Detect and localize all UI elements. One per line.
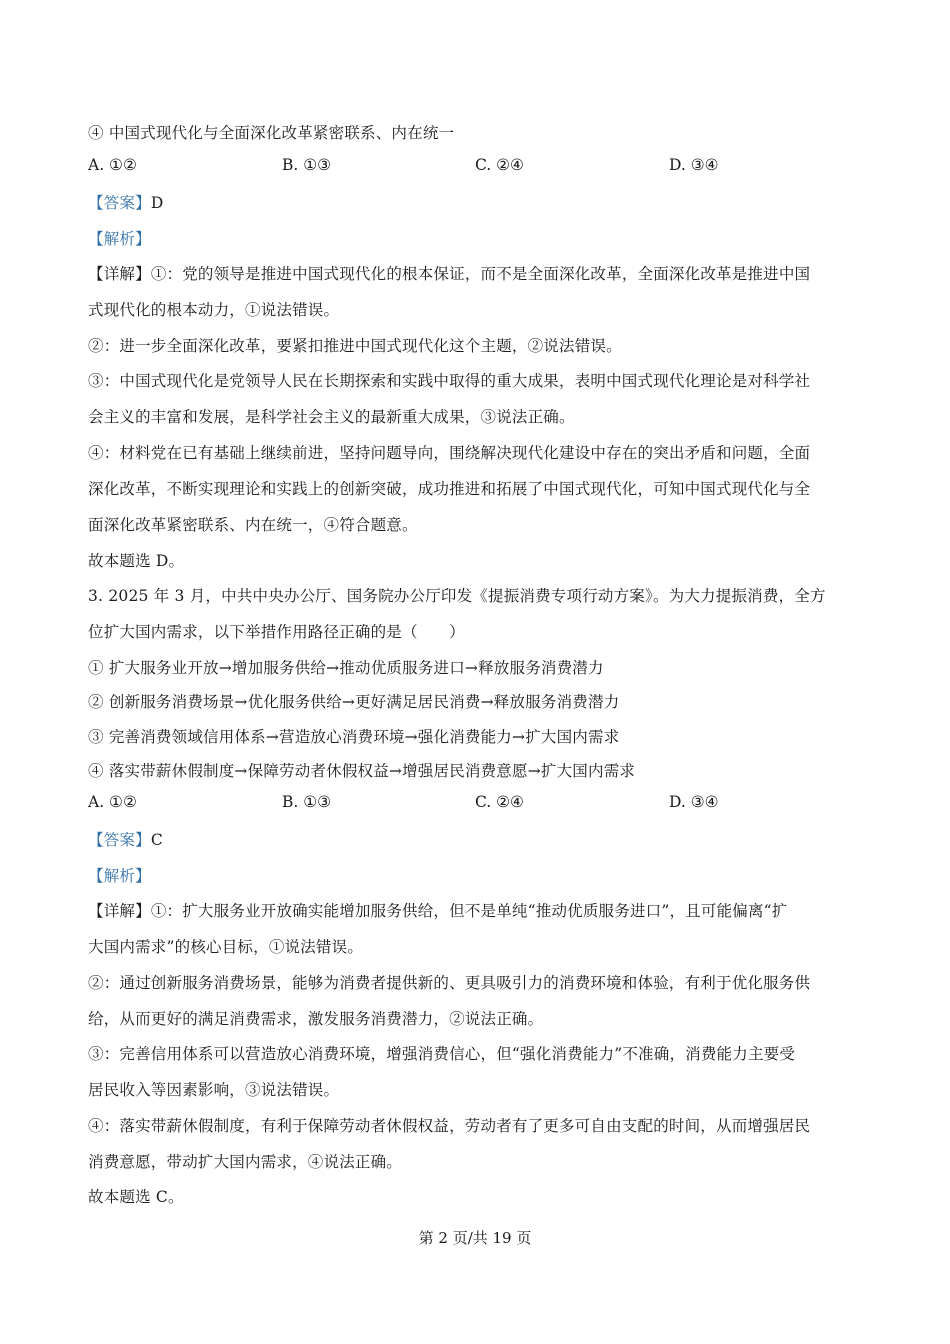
q3-statement-2: ② 创新服务消费场景→优化服务供给→更好满足居民消费→释放服务消费潜力 [88, 693, 620, 711]
q3-option-c: C. ②④ [475, 793, 524, 811]
q2-detail-line-8: 面深化改革紧密联系、内在统一，④符合题意。 [88, 516, 418, 534]
detail-text: ①：党的领导是推进中国式现代化的根本保证，而不是全面深化改革，全面深化改革是推进中国 [150, 265, 811, 283]
q3-detail-line-6: 居民收入等因素影响，③说法错误。 [88, 1081, 340, 1099]
q2-detail-line-2: 式现代化的根本动力，①说法错误。 [88, 301, 340, 319]
q3-detail-line-5: ③：完善信用体系可以营造放心消费环境，增强消费信心，但“强化消费能力”不准确，消费能力主要受 [88, 1045, 796, 1063]
q3-stem-line-1: 3. 2025 年 3 月，中共中央办公厅、国务院办公厅印发《提振消费专项行动方案》。为大力提振消费，全方 [88, 587, 826, 605]
q2-detail-line-5: 会主义的丰富和发展，是科学社会主义的最新重大成果，③说法正确。 [88, 408, 575, 426]
q3-detail-line-3: ②：通过创新服务消费场景，能够为消费者提供新的、更具吸引力的消费环境和体验，有利于优化服务供 [88, 974, 811, 992]
q2-conclusion: 故本题选 D。 [88, 552, 185, 570]
q2-analysis-tag: 【解析】 [88, 230, 151, 248]
q3-conclusion: 故本题选 C。 [88, 1188, 184, 1206]
q3-detail-line-7: ④：落实带薪休假制度，有利于保障劳动者休假权益，劳动者有了更多可自由支配的时间，从而增强居民 [88, 1117, 811, 1135]
q3-detail-line-1 [88, 899, 788, 921]
q3-detail-line-8: 消费意愿，带动扩大国内需求，④说法正确。 [88, 1153, 403, 1171]
detail-tag: 【详解】 [88, 902, 151, 920]
q2-option-c: C. ②④ [475, 156, 524, 174]
detail-text: ①：扩大服务业开放确实能增加服务供给，但不是单纯“推动优质服务进口”，且可能偏离“扩 [150, 902, 788, 920]
answer-value: D [150, 194, 164, 212]
q2-detail-line-3: ②：进一步全面深化改革，要紧扣推进中国式现代化这个主题，②说法错误。 [88, 337, 622, 355]
q2-statement-4: ④ 中国式现代化与全面深化改革紧密联系、内在统一 [88, 124, 455, 142]
page-number: 第 2 页/共 19 页 [418, 1229, 532, 1247]
answer-tag: 【答案】 [88, 194, 151, 212]
q3-detail-line-2: 大国内需求”的核心目标，①说法错误。 [88, 938, 364, 956]
q2-option-b: B. ①③ [282, 156, 332, 174]
q2-detail-line-4: ③：中国式现代化是党领导人民在长期探索和实践中取得的重大成果，表明中国式现代化理论是对科学社 [88, 372, 811, 390]
q2-detail-line-1 [88, 262, 810, 284]
q2-detail-line-6: ④：材料党在已有基础上继续前进，坚持问题导向，围绕解决现代化建设中存在的突出矛盾和问题，全面 [88, 444, 811, 462]
q3-statement-4: ④ 落实带薪休假制度→保障劳动者休假权益→增强居民消费意愿→扩大国内需求 [88, 762, 636, 780]
q3-statement-3: ③ 完善消费领域信用体系→营造放心消费环境→强化消费能力→扩大国内需求 [88, 728, 620, 746]
q2-option-a: A. ①② [88, 156, 137, 174]
q3-option-b: B. ①③ [282, 793, 332, 811]
detail-tag: 【详解】 [88, 265, 151, 283]
q3-stem-line-2: 位扩大国内需求，以下举措作用路径正确的是（ ） [88, 623, 465, 641]
q3-option-a: A. ①② [88, 793, 137, 811]
answer-tag: 【答案】 [88, 831, 151, 849]
answer-value: C [150, 831, 163, 849]
q2-answer [88, 191, 163, 213]
q3-detail-line-4: 给，从而更好的满足消费需求，激发服务消费潜力，②说法正确。 [88, 1010, 544, 1028]
q3-option-d: D. ③④ [669, 793, 719, 811]
q2-detail-line-7: 深化改革，不断实现理论和实践上的创新突破，成功推进和拓展了中国式现代化，可知中国式现代化与全 [88, 480, 811, 498]
q2-option-d: D. ③④ [669, 156, 719, 174]
q3-answer [88, 828, 163, 850]
q3-statement-1: ① 扩大服务业开放→增加服务供给→推动优质服务进口→释放服务消费潜力 [88, 659, 604, 677]
q3-analysis-tag: 【解析】 [88, 867, 151, 885]
